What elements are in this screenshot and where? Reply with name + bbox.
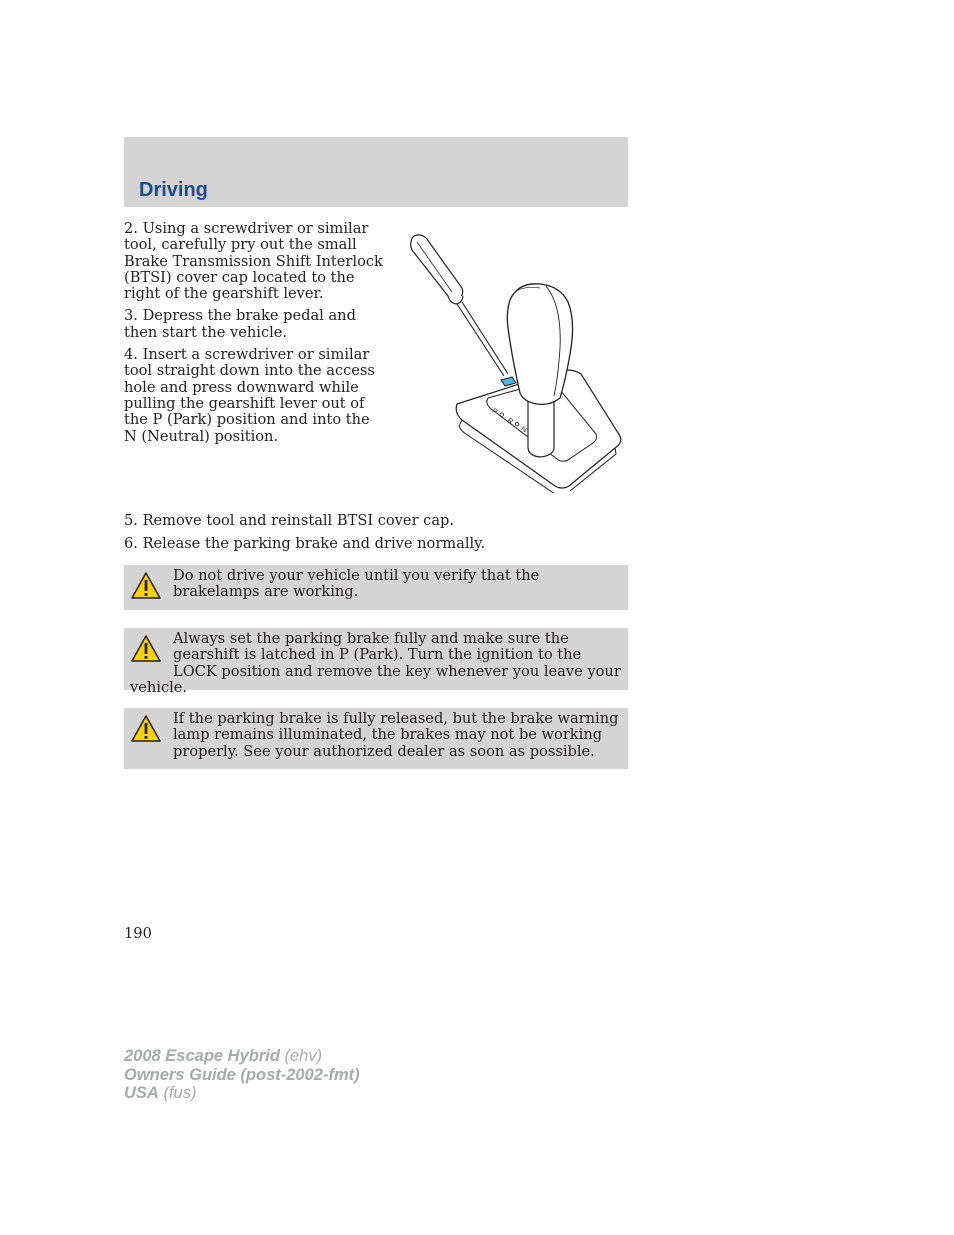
- footer-model-code: (ehv): [284, 1047, 323, 1065]
- step-6: 6. Release the parking brake and drive normally.: [124, 535, 486, 553]
- page-number: 190: [124, 925, 152, 942]
- footer-market-code: (fus): [163, 1084, 197, 1102]
- warning-text-brake-lamp: If the parking brake is fully released, but the brake warning lamp remains illuminated, the brakes may not be working properly. See your authorized dealer as soon as possible.: [173, 710, 619, 760]
- step-4: 4. Insert a screwdriver or similar tool straight down into the access hole and press downward while pulling the gearshift lever out of the P (Park) position and into the N (Neutral) position.: [124, 346, 375, 445]
- footer-line-3: [124, 1084, 360, 1103]
- gear-letter-r: R: [505, 417, 514, 426]
- warning-triangle-icon: [130, 634, 162, 664]
- btsi-access-hole: [501, 377, 516, 386]
- warning-text-brakelamps: Do not drive your vehicle until you verify that the brakelamps are working.: [173, 567, 540, 601]
- footer-doc-info: [124, 1047, 360, 1103]
- gear-letter-p: P: [490, 407, 499, 417]
- footer-market: USA: [124, 1084, 159, 1102]
- footer-line-1: [124, 1047, 360, 1066]
- warning-triangle-icon: [130, 571, 162, 601]
- step-3: 3. Depress the brake pedal and then start the vehicle.: [124, 307, 356, 341]
- steps-top: [124, 221, 384, 451]
- steps-bottom: [124, 513, 628, 560]
- footer-guide: Owners Guide (post-2002-fmt): [124, 1065, 360, 1084]
- warning-box-brake-lamp: [124, 708, 628, 769]
- section-header-band: [124, 137, 628, 207]
- footer-model: 2008 Escape Hybrid: [124, 1047, 280, 1065]
- warning-triangle-icon: [130, 714, 162, 744]
- gear-letter-n: N: [519, 425, 528, 435]
- section-title: Driving: [139, 179, 208, 201]
- gearshift-screwdriver-illustration: [400, 228, 628, 493]
- screwdriver-shaft: [457, 302, 508, 376]
- step-5: 5. Remove tool and reinstall BTSI cover cap.: [124, 512, 455, 529]
- warning-box-brakelamps: [124, 565, 628, 610]
- warning-box-parking-brake: [124, 628, 628, 696]
- step-2: 2. Using a screwdriver or similar tool, carefully pry out the small Brake Transmission Shift Interlock (BTSI) cover cap located to the right of the gearshift lever.: [124, 220, 383, 303]
- footer-line-2: [124, 1066, 360, 1085]
- warning-text-parking-brake: Always set the parking brake fully and make sure the gearshift is latched in P (Park). Turn the ignition to the LOCK position and remove the key whenever you leave your vehicle.: [130, 630, 621, 696]
